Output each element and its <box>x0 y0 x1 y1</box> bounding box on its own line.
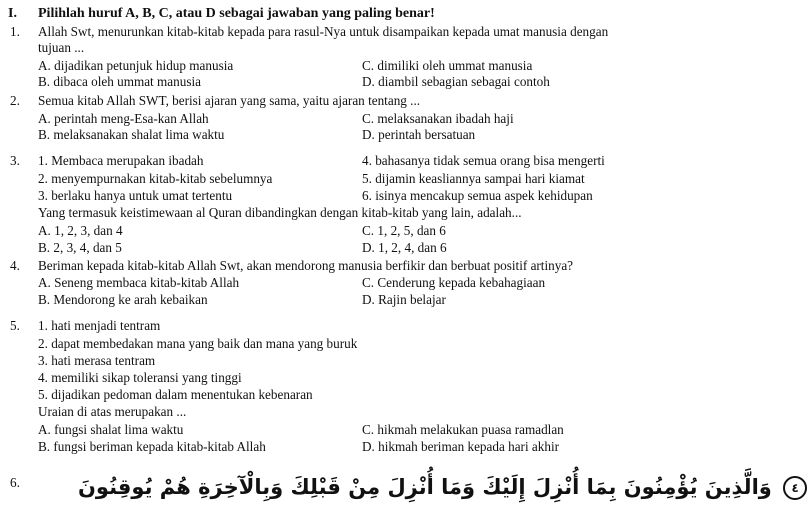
statement: 2. dapat membedakan mana yang baik dan mana yang buruk <box>38 336 358 351</box>
question-stem: Yang termasuk keistimewaan al Quran dibandingkan dengan kitab-kitab yang lain, adalah... <box>38 205 522 220</box>
option-a[interactable]: A. 1, 2, 3, dan 4 <box>38 223 123 238</box>
question-stem: Beriman kepada kitab-kitab Allah Swt, akan mendorong manusia berfikir dan berbuat positif artinya? <box>38 258 574 273</box>
statement: 4. memiliki sikap toleransi yang tinggi <box>38 370 242 385</box>
option-c[interactable]: C. Cenderung kepada kebahagiaan <box>362 275 546 290</box>
question-stem: tujuan ... <box>38 40 85 55</box>
question-number: 2. <box>10 93 20 108</box>
option-d[interactable]: D. diambil sebagian sebagai contoh <box>362 74 550 89</box>
arabic-verse-text: وَالَّذِينَ يُؤْمِنُونَ بِمَا أُنْزِلَ إِلَيْكَ وَمَا أُنْزِلَ مِنْ قَبْلِكَ وَبِالْآخِرَةِ هُمْ يُوقِنُونَ <box>78 475 772 499</box>
section-number: I. <box>8 6 17 21</box>
option-b[interactable]: B. fungsi beriman kepada kitab-kitab Allah <box>38 439 266 454</box>
question-number: 3. <box>10 153 20 168</box>
question-stem: Uraian di atas merupakan ... <box>38 404 187 419</box>
option-c[interactable]: C. dimiliki oleh ummat manusia <box>362 58 533 73</box>
option-d[interactable]: D. 1, 2, 4, dan 6 <box>362 240 447 255</box>
statement: 5. dijadikan pedoman dalam menentukan kebenaran <box>38 387 313 402</box>
option-d[interactable]: D. hikmah beriman kepada hari akhir <box>362 439 560 454</box>
option-a[interactable]: A. fungsi shalat lima waktu <box>38 422 184 437</box>
arabic-verse <box>78 475 807 500</box>
option-a[interactable]: A. dijadikan petunjuk hidup manusia <box>38 58 234 73</box>
statement: 5. dijamin keasliannya sampai hari kiamat <box>362 171 585 186</box>
question-number: 4. <box>10 258 20 273</box>
statement: 1. Membaca merupakan ibadah <box>38 153 204 168</box>
ayah-marker: ٤ <box>783 476 807 500</box>
option-d[interactable]: D. Rajin belajar <box>362 292 446 307</box>
question-stem: Allah Swt, menurunkan kitab-kitab kepada para rasul-Nya untuk disampaikan kepada umat manusia dengan <box>38 24 609 39</box>
option-c[interactable]: C. hikmah melakukan puasa ramadlan <box>362 422 564 437</box>
option-b[interactable]: B. dibaca oleh ummat manusia <box>38 74 201 89</box>
question-number: 6. <box>10 475 20 490</box>
statement: 3. hati merasa tentram <box>38 353 156 368</box>
statement: 2. menyempurnakan kitab-kitab sebelumnya <box>38 171 273 186</box>
statement: 1. hati menjadi tentram <box>38 318 161 333</box>
option-a[interactable]: A. perintah meng-Esa-kan Allah <box>38 111 209 126</box>
option-b[interactable]: B. 2, 3, 4, dan 5 <box>38 240 122 255</box>
option-c[interactable]: C. melaksanakan ibadah haji <box>362 111 514 126</box>
statement: 6. isinya mencakup semua aspek kehidupan <box>362 188 593 203</box>
statement: 3. berlaku hanya untuk umat tertentu <box>38 188 233 203</box>
option-c[interactable]: C. 1, 2, 5, dan 6 <box>362 223 446 238</box>
question-stem: Semua kitab Allah SWT, berisi ajaran yang sama, yaitu ajaran tentang ... <box>38 93 421 108</box>
question-number: 5. <box>10 318 20 333</box>
option-d[interactable]: D. perintah bersatuan <box>362 127 476 142</box>
option-b[interactable]: B. melaksanakan shalat lima waktu <box>38 127 225 142</box>
option-b[interactable]: B. Mendorong ke arah kebaikan <box>38 292 208 307</box>
section-instruction: Pilihlah huruf A, B, C, atau D sebagai jawaban yang paling benar! <box>38 6 435 21</box>
question-number: 1. <box>10 24 20 39</box>
option-a[interactable]: A. Seneng membaca kitab-kitab Allah <box>38 275 240 290</box>
statement: 4. bahasanya tidak semua orang bisa mengerti <box>362 153 605 168</box>
